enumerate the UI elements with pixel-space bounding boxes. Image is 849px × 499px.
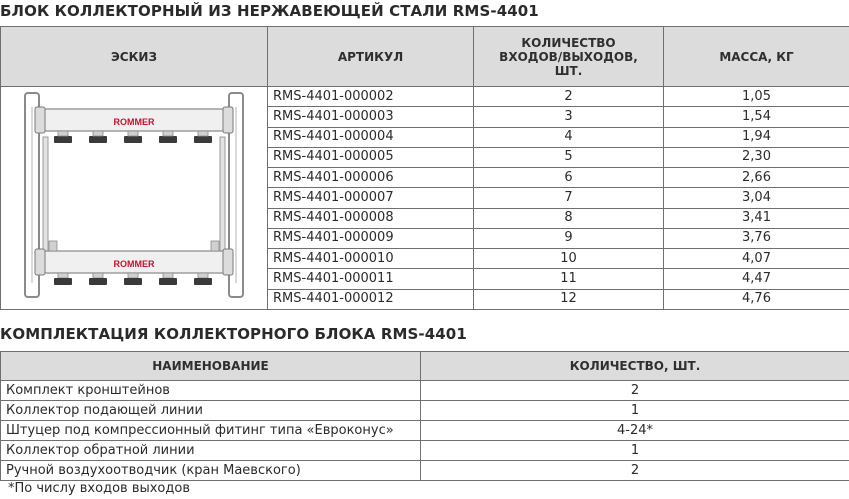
cell-qty: 2 <box>421 381 849 401</box>
cell-mass: 1,54 <box>664 107 849 127</box>
cell-qty: 4-24* <box>421 421 849 441</box>
col-header-mass: МАССА, КГ <box>664 27 849 87</box>
cell-mass: 2,66 <box>664 168 849 188</box>
manifold-drawing <box>1 87 268 303</box>
cell-mass: 4,76 <box>664 289 849 309</box>
table-row <box>1 441 849 461</box>
cell-count: 11 <box>474 269 664 289</box>
cell-article: RMS-4401-000005 <box>268 147 474 167</box>
table-row <box>1 381 849 401</box>
cell-article: RMS-4401-000004 <box>268 127 474 147</box>
cell-name: Комплект кронштейнов <box>1 381 421 401</box>
cell-qty: 1 <box>421 441 849 461</box>
table-row <box>1 87 849 107</box>
cell-qty: 1 <box>421 401 849 421</box>
col-header-sketch: ЭСКИЗ <box>1 27 268 87</box>
cell-name: Ручной воздухоотводчик (кран Маевского) <box>1 461 421 481</box>
cell-mass: 3,41 <box>664 208 849 228</box>
table-row <box>1 461 849 481</box>
contents-header-row <box>1 352 849 381</box>
section1-title: БЛОК КОЛЛЕКТОРНЫЙ ИЗ НЕРЖАВЕЮЩЕЙ СТАЛИ RMS-4401 <box>0 2 539 20</box>
cell-name: Штуцер под компрессионный фитинг типа «Евроконус» <box>1 421 421 441</box>
cell-article: RMS-4401-000011 <box>268 269 474 289</box>
section2-title: КОМПЛЕКТАЦИЯ КОЛЛЕКТОРНОГО БЛОКА RMS-4401 <box>0 325 467 343</box>
cell-qty: 2 <box>421 461 849 481</box>
cell-article: RMS-4401-000002 <box>268 87 474 107</box>
cell-count: 9 <box>474 228 664 248</box>
cell-count: 3 <box>474 107 664 127</box>
col-header-qty: КОЛИЧЕСТВО, ШТ. <box>421 352 849 381</box>
brand-logo-bottom: ROMMER <box>113 259 155 269</box>
cell-count: 5 <box>474 147 664 167</box>
col-header-count: КОЛИЧЕСТВО ВХОДОВ/ВЫХОДОВ, ШТ. <box>474 27 664 87</box>
cell-article: RMS-4401-000012 <box>268 289 474 309</box>
table-row <box>1 421 849 441</box>
cell-count: 2 <box>474 87 664 107</box>
brand-logo-top: ROMMER <box>113 117 155 127</box>
cell-article: RMS-4401-000010 <box>268 249 474 269</box>
specs-header-row <box>1 27 849 87</box>
cell-article: RMS-4401-000009 <box>268 228 474 248</box>
cell-article: RMS-4401-000003 <box>268 107 474 127</box>
cell-count: 6 <box>474 168 664 188</box>
contents-table <box>0 351 849 481</box>
cell-article: RMS-4401-000006 <box>268 168 474 188</box>
cell-mass: 3,76 <box>664 228 849 248</box>
cell-mass: 4,47 <box>664 269 849 289</box>
manifold-sketch <box>1 87 268 310</box>
cell-mass: 1,94 <box>664 127 849 147</box>
cell-mass: 3,04 <box>664 188 849 208</box>
cell-mass: 1,05 <box>664 87 849 107</box>
cell-name: Коллектор подающей линии <box>1 401 421 421</box>
cell-name: Коллектор обратной линии <box>1 441 421 461</box>
cell-count: 4 <box>474 127 664 147</box>
col-header-name: НАИМЕНОВАНИЕ <box>1 352 421 381</box>
cell-mass: 2,30 <box>664 147 849 167</box>
cell-article: RMS-4401-000007 <box>268 188 474 208</box>
cell-mass: 4,07 <box>664 249 849 269</box>
cell-count: 12 <box>474 289 664 309</box>
footnote: *По числу входов выходов <box>8 481 190 496</box>
specs-table <box>0 26 849 310</box>
cell-article: RMS-4401-000008 <box>268 208 474 228</box>
table-row <box>1 401 849 421</box>
cell-count: 10 <box>474 249 664 269</box>
cell-count: 7 <box>474 188 664 208</box>
cell-count: 8 <box>474 208 664 228</box>
col-header-article: АРТИКУЛ <box>268 27 474 87</box>
